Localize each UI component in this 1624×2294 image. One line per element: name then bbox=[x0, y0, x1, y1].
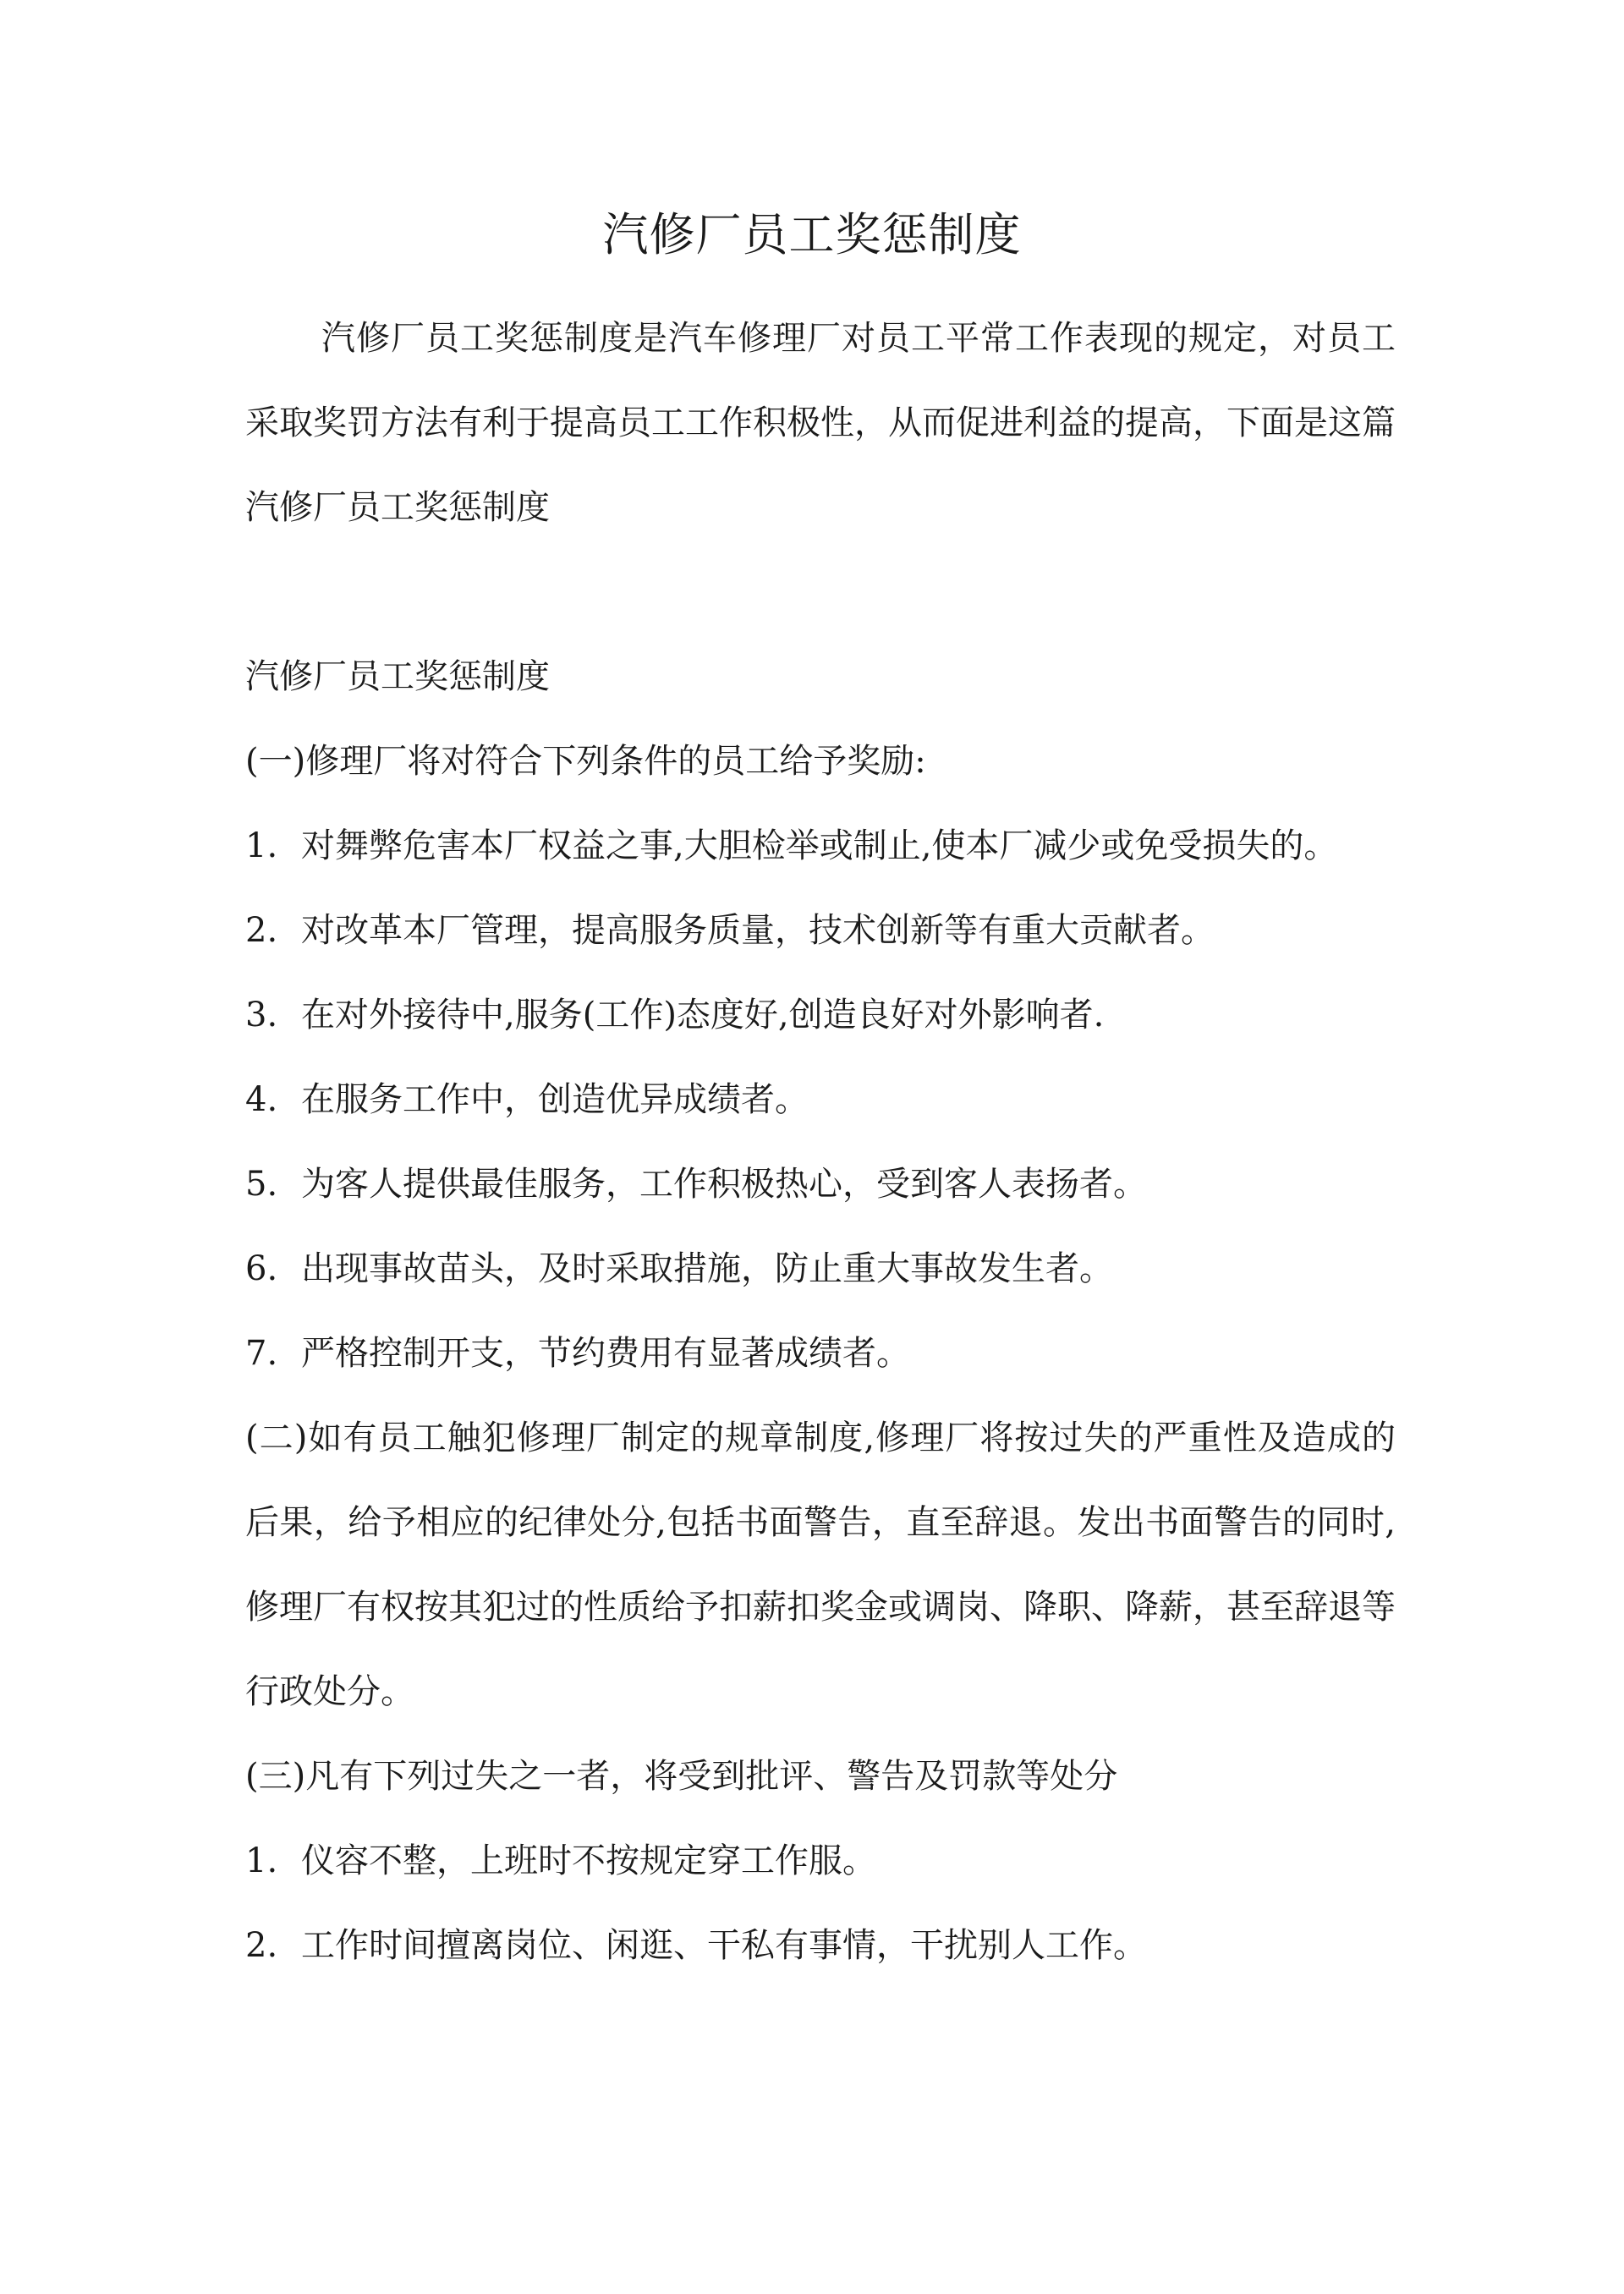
part1-heading: (一)修理厂将对符合下列条件的员工给予奖励: bbox=[245, 742, 926, 781]
item-text: 仪容不整，上班时不按规定穿工作服。 bbox=[301, 1841, 876, 1880]
part3-heading: (三)凡有下列过失之一者，将受到批评、警告及罚款等处分 bbox=[245, 1757, 1118, 1796]
list-item bbox=[245, 804, 1396, 888]
list-item bbox=[245, 1819, 1396, 1903]
item-text: 为客人提供最佳服务，工作积极热心，受到客人表扬者。 bbox=[301, 1165, 1147, 1204]
item-text: 在服务工作中，创造优异成绩者。 bbox=[301, 1080, 809, 1119]
item-number: 2. bbox=[245, 911, 278, 950]
item-number: 2. bbox=[245, 1926, 278, 1965]
item-text: 严格控制开支，节约费用有显著成绩者。 bbox=[301, 1334, 910, 1373]
document-title: 汽修厂员工奖惩制度 bbox=[602, 208, 1022, 261]
item-number: 4. bbox=[245, 1080, 278, 1119]
item-number: 6. bbox=[245, 1249, 278, 1288]
item-text: 工作时间擅离岗位、闲逛、干私有事情，干扰别人工作。 bbox=[301, 1926, 1147, 1965]
part2-paragraph: (二)如有员工触犯修理厂制定的规章制度,修理厂将按过失的严重性及造成的后果，给予相应的纪律处分,包括书面警告，直至辞退。发出书面警告的同时,修理厂有权按其犯过的性质给予扣薪扣奖金或调岗、降职、降薪，甚至辞退等行政处分。 bbox=[245, 1419, 1396, 1711]
item-number: 1. bbox=[245, 826, 278, 865]
item-number: 3. bbox=[245, 996, 278, 1034]
list-item bbox=[245, 1903, 1396, 1988]
item-text: 出现事故苗头，及时采取措施，防止重大事故发生者。 bbox=[301, 1249, 1113, 1288]
item-number: 1. bbox=[245, 1841, 278, 1880]
document-body bbox=[245, 296, 1396, 1988]
intro-paragraph: 汽修厂员工奖惩制度是汽车修理厂对员工平常工作表现的规定，对员工采取奖罚方法有利于提高员工工作积极性，从而促进利益的提高，下面是这篇汽修厂员工奖惩制度 bbox=[245, 319, 1396, 527]
list-item bbox=[245, 1227, 1396, 1311]
item-number: 5. bbox=[245, 1165, 278, 1204]
list-item bbox=[245, 888, 1396, 973]
item-text: 对改革本厂管理，提高服务质量，技术创新等有重大贡献者。 bbox=[301, 911, 1215, 950]
item-text: 在对外接待中,服务(工作)态度好,创造良好对外影响者. bbox=[301, 996, 1105, 1034]
list-item bbox=[245, 973, 1396, 1057]
item-text: 对舞弊危害本厂权益之事,大胆检举或制止,使本厂减少或免受损失的。 bbox=[301, 826, 1338, 865]
list-item bbox=[245, 1057, 1396, 1142]
blank-line bbox=[245, 550, 1396, 634]
list-item bbox=[245, 1311, 1396, 1396]
item-number: 7. bbox=[245, 1334, 278, 1373]
section-heading: 汽修厂员工奖惩制度 bbox=[245, 657, 550, 696]
list-item bbox=[245, 1142, 1396, 1227]
